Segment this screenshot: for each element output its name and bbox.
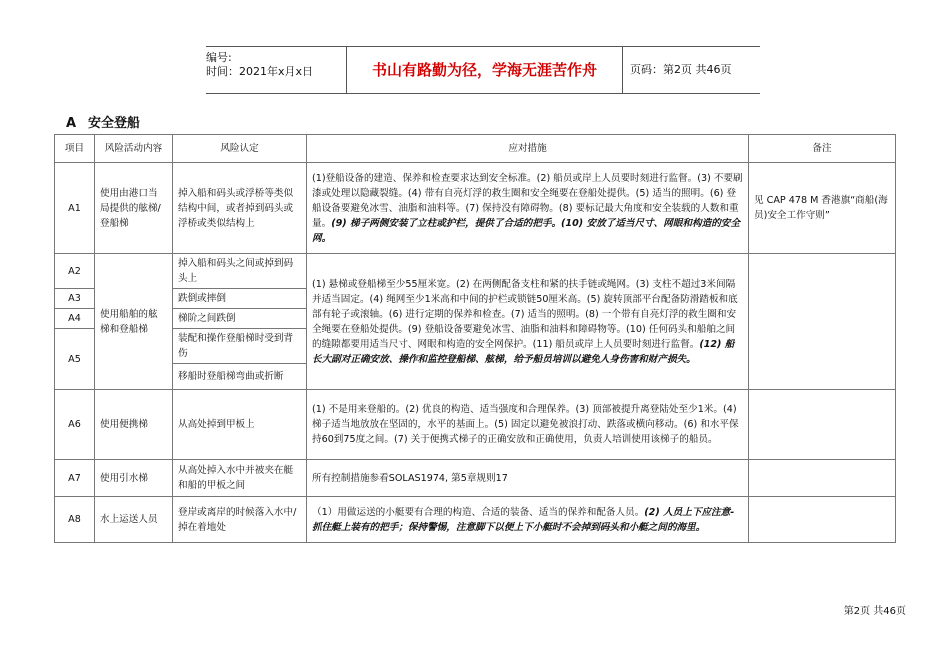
- header-meta: [206, 47, 346, 97]
- risk-cell: 掉入船和码头或浮桥等类似结构中间，或者掉到码头或浮桥或类似结构上: [173, 163, 307, 254]
- item-id: A4: [55, 309, 95, 329]
- section-heading: [66, 112, 140, 131]
- item-id: A7: [55, 460, 95, 497]
- item-id: A5: [55, 329, 95, 390]
- header-page-info: 页码：第2页 共46页: [630, 63, 732, 76]
- activity-cell: 使用由港口当局提供的舷梯/登船梯: [95, 163, 173, 254]
- column-header-item: 项目: [55, 135, 95, 163]
- activity-cell: 使用引水梯: [95, 460, 173, 497]
- activity-cell: 使用便携梯: [95, 390, 173, 460]
- page-header: [206, 46, 760, 94]
- column-header-activity: 风险活动内容: [95, 135, 173, 163]
- activity-cell: 使用船舶的舷梯和登船梯: [95, 254, 173, 390]
- measures-emphasis: (2) 人员上下应注意-抓住艇上装有的把手；保持警惕，注意脚下以便上下小艇时不会掉到码头和小艇之间的海里。: [312, 506, 735, 533]
- table-row: [55, 460, 896, 497]
- column-header-risk: 风险认定: [173, 135, 307, 163]
- item-id: A6: [55, 390, 95, 460]
- measures-cell: 所有控制措施参看SOLAS1974, 第5章规则17: [307, 460, 749, 497]
- header-motto: 书山有路勤为径，学海无涯苦作舟: [346, 47, 623, 93]
- note-cell: [749, 390, 896, 460]
- table-row: [55, 497, 896, 543]
- measures-emphasis: (9) 梯子两侧安装了立柱或护栏，提供了合适的把手。(10) 安放了适当尺寸、网眼和构造的安全网。: [312, 217, 740, 244]
- note-cell: [749, 497, 896, 543]
- document-time: 时间：2021年x月x日: [206, 65, 314, 78]
- note-cell: [749, 460, 896, 497]
- note-cell: 见 CAP 478 M 香港旗“商船(海员)安全工作守则”: [749, 163, 896, 254]
- measures-emphasis: (12) 船长大副对正确安放、操作和监控登船梯、舷梯，给予船员培训以避免人身伤害和财产损失。: [312, 338, 735, 365]
- document-number-label: 编号:: [206, 51, 232, 64]
- risk-cell: 登岸或离岸的时候落入水中/掉在着地处: [173, 497, 307, 543]
- activity-cell: 水上运送人员: [95, 497, 173, 543]
- risk-cell: 从高处掉到甲板上: [173, 390, 307, 460]
- page-footer: 第2页 共46页: [843, 606, 906, 617]
- column-header-measures: 应对措施: [307, 135, 749, 163]
- section-letter: A: [66, 116, 77, 131]
- risk-cell: 装配和操作登船梯时受到背伤: [173, 329, 307, 364]
- item-id: A8: [55, 497, 95, 543]
- measures-text: （1）用做运送的小艇要有合理的构造、合适的装备、适当的保养和配备人员。: [312, 506, 645, 518]
- risk-cell: 掉入船和码头之间或掉到码头上: [173, 254, 307, 289]
- measures-cell: [307, 163, 749, 254]
- table-row: [55, 254, 896, 289]
- risk-cell: 梯阶之间跌倒: [173, 309, 307, 329]
- risk-cell: 移船时登船梯弯曲或折断: [173, 364, 307, 390]
- risk-cell: 跌倒或摔倒: [173, 289, 307, 309]
- column-header-notes: 备注: [749, 135, 896, 163]
- risk-cell: 从高处掉入水中并被夹在艇和船的甲板之间: [173, 460, 307, 497]
- measures-cell: (1) 不是用来登船的。(2) 优良的构造、适当强度和合理保养。(3) 顶部被提升离登陆处至少1米。(4) 梯子适当地放放在坚固的，水平的基面上。(5) 固定以避免被浪打动、跌落或横向移动。(6) 和水平保持60到75度之间。(7) 关于便携式梯子的正确安放和正确使用，负责人培训使用该梯子的船员。: [307, 390, 749, 460]
- section-title: 安全登船: [88, 116, 141, 131]
- note-cell: [749, 254, 896, 390]
- measures-cell: [307, 497, 749, 543]
- table-header-row: [55, 135, 896, 163]
- table-row: [55, 163, 896, 254]
- measures-text: (1) 悬梯或登船梯至少55厘米宽。(2) 在两侧配备支柱和紧的扶手链或绳网。(3) 支柱不超过3米间隔并适当固定。(4) 绳网至少1米高和中间的护栏或锁链50厘米高。(5) 旋转顶部平台配备防滑踏板和底部有轮子或滚轴。(6) 进行定期的保养和检查。(7) 适当的照明。(8) 一个带有自亮灯浮的救生圈和安全绳要在登船处提供。(9) 登船设备要避免冰雪、油脂和油料和障碍物等。(10) 任何码头和船舶之间的缝隙都要用适当尺寸、网眼和构造的安全网保护。(11) 船员或岸上人员要时刻进行监督。: [312, 278, 738, 350]
- measures-cell: [307, 254, 749, 390]
- item-id: A3: [55, 289, 95, 309]
- item-id: A1: [55, 163, 95, 254]
- item-id: A2: [55, 254, 95, 289]
- measures-text: (1)登船设备的建造、保养和检查要求达到安全标准。(2) 船员或岸上人员要时刻进行监督。(3) 不要刷漆或处理以隐藏裂缝。(4) 带有自亮灯浮的救生圈和安全绳要在登船处提供。(5) 适当的照明。(6) 登船设备要避免冰雪、油脂和油料等。(7) 保持没有障碍物。(8) 要标记最大角度和安全装载的人数和重量。: [312, 172, 743, 229]
- risk-table: [54, 134, 896, 543]
- table-row: [55, 390, 896, 460]
